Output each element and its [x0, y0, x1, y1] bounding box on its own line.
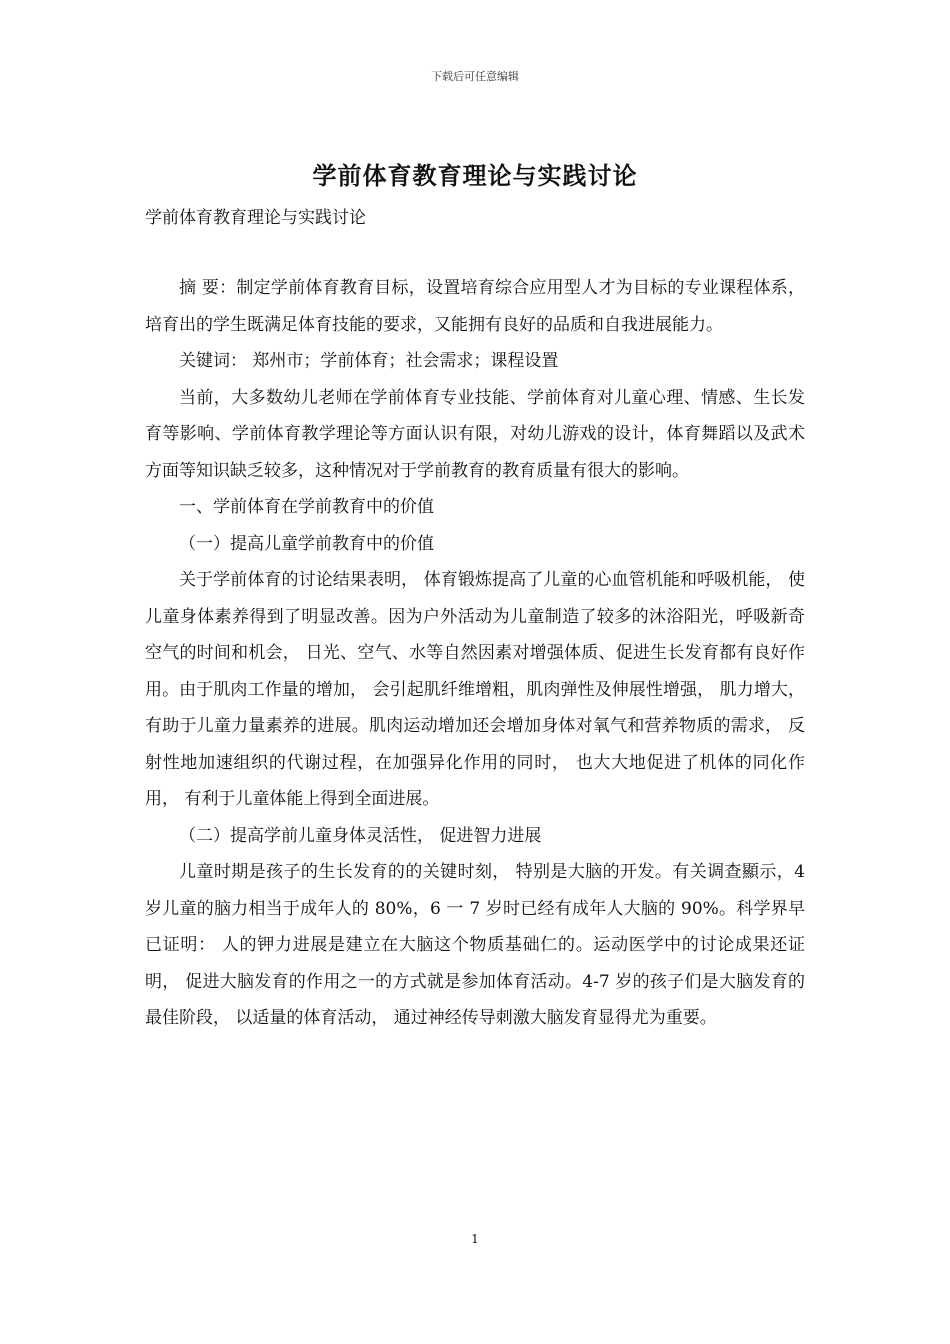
page-number: 1	[471, 1232, 479, 1246]
document-subtitle: 学前体育教育理论与实践讨论	[145, 208, 366, 228]
document-body	[145, 270, 805, 1037]
body-paragraph: 关于学前体育的讨论结果表明， 体育锻炼提高了儿童的心血管机能和呼吸机能， 使儿童身体素养得到了明显改善。因为户外活动为儿童制造了较多的沐浴阳光，呼吸新奇空气的时间和机会， 日光、空气、水等自然因素对增强体质、促进生长发育都有良好作用。由于肌肉工作量的增加， 会引起肌纤维增粗，肌肉弹性及伸展性增强， 肌力增大， 有助于儿童力量素养的进展。肌肉运动增加还会增加身体对氧气和营养物质的需求， 反射性地加速组织的代谢过程，在加强异化作用的同时， 也大大地促进了机体的同化作用， 有利于儿童体能上得到全面进展。	[145, 570, 805, 809]
intro-paragraph: 当前，大多数幼儿老师在学前体育专业技能、学前体育对儿童心理、情感、生长发育等影响、学前体育教学理论等方面认识有限，对幼儿游戏的设计，体育舞蹈以及武术方面等知识缺乏较多，这种情况对于学前教育的教育质量有很大的影响。	[145, 387, 805, 481]
header-note: 下载后可任意编辑	[431, 70, 519, 83]
keywords-paragraph: 关键词： 郑州市；学前体育；社会需求；课程设置	[179, 351, 559, 371]
body-paragraph: 儿童时期是孩子的生长发育的的关键时刻， 特别是大脑的开发。有关调查顯示，4 岁儿童的脑力相当于成年人的 80%，6 一 7 岁时已经有成年人大脑的 90%。科学界早已证明： 人的钾力进展是建立在大脑这个物质基础仁的。运动医学中的讨论成果还证明， 促进大脑发育的作用之一的方式就是参加体育活动。4-7 岁的孩子们是大脑发育的最佳阶段， 以适量的体育活动， 通过神经传导刺激大脑发育显得尤为重要。	[145, 862, 805, 1028]
subsection-heading-2: （二）提高学前儿童身体灵活性， 促进智力进展	[179, 825, 542, 846]
abstract-paragraph: 摘 要：制定学前体育教育目标，设置培育综合应用型人才为目标的专业课程体系，培育出的学生既满足体育技能的要求，又能拥有良好的品质和自我进展能力。	[145, 278, 805, 335]
subsection-heading-1: （一）提高儿童学前教育中的价值	[179, 533, 434, 554]
section-heading-1: 一、学前体育在学前教育中的价值	[179, 497, 434, 517]
document-title: 学前体育教育理论与实践讨论	[312, 161, 638, 190]
